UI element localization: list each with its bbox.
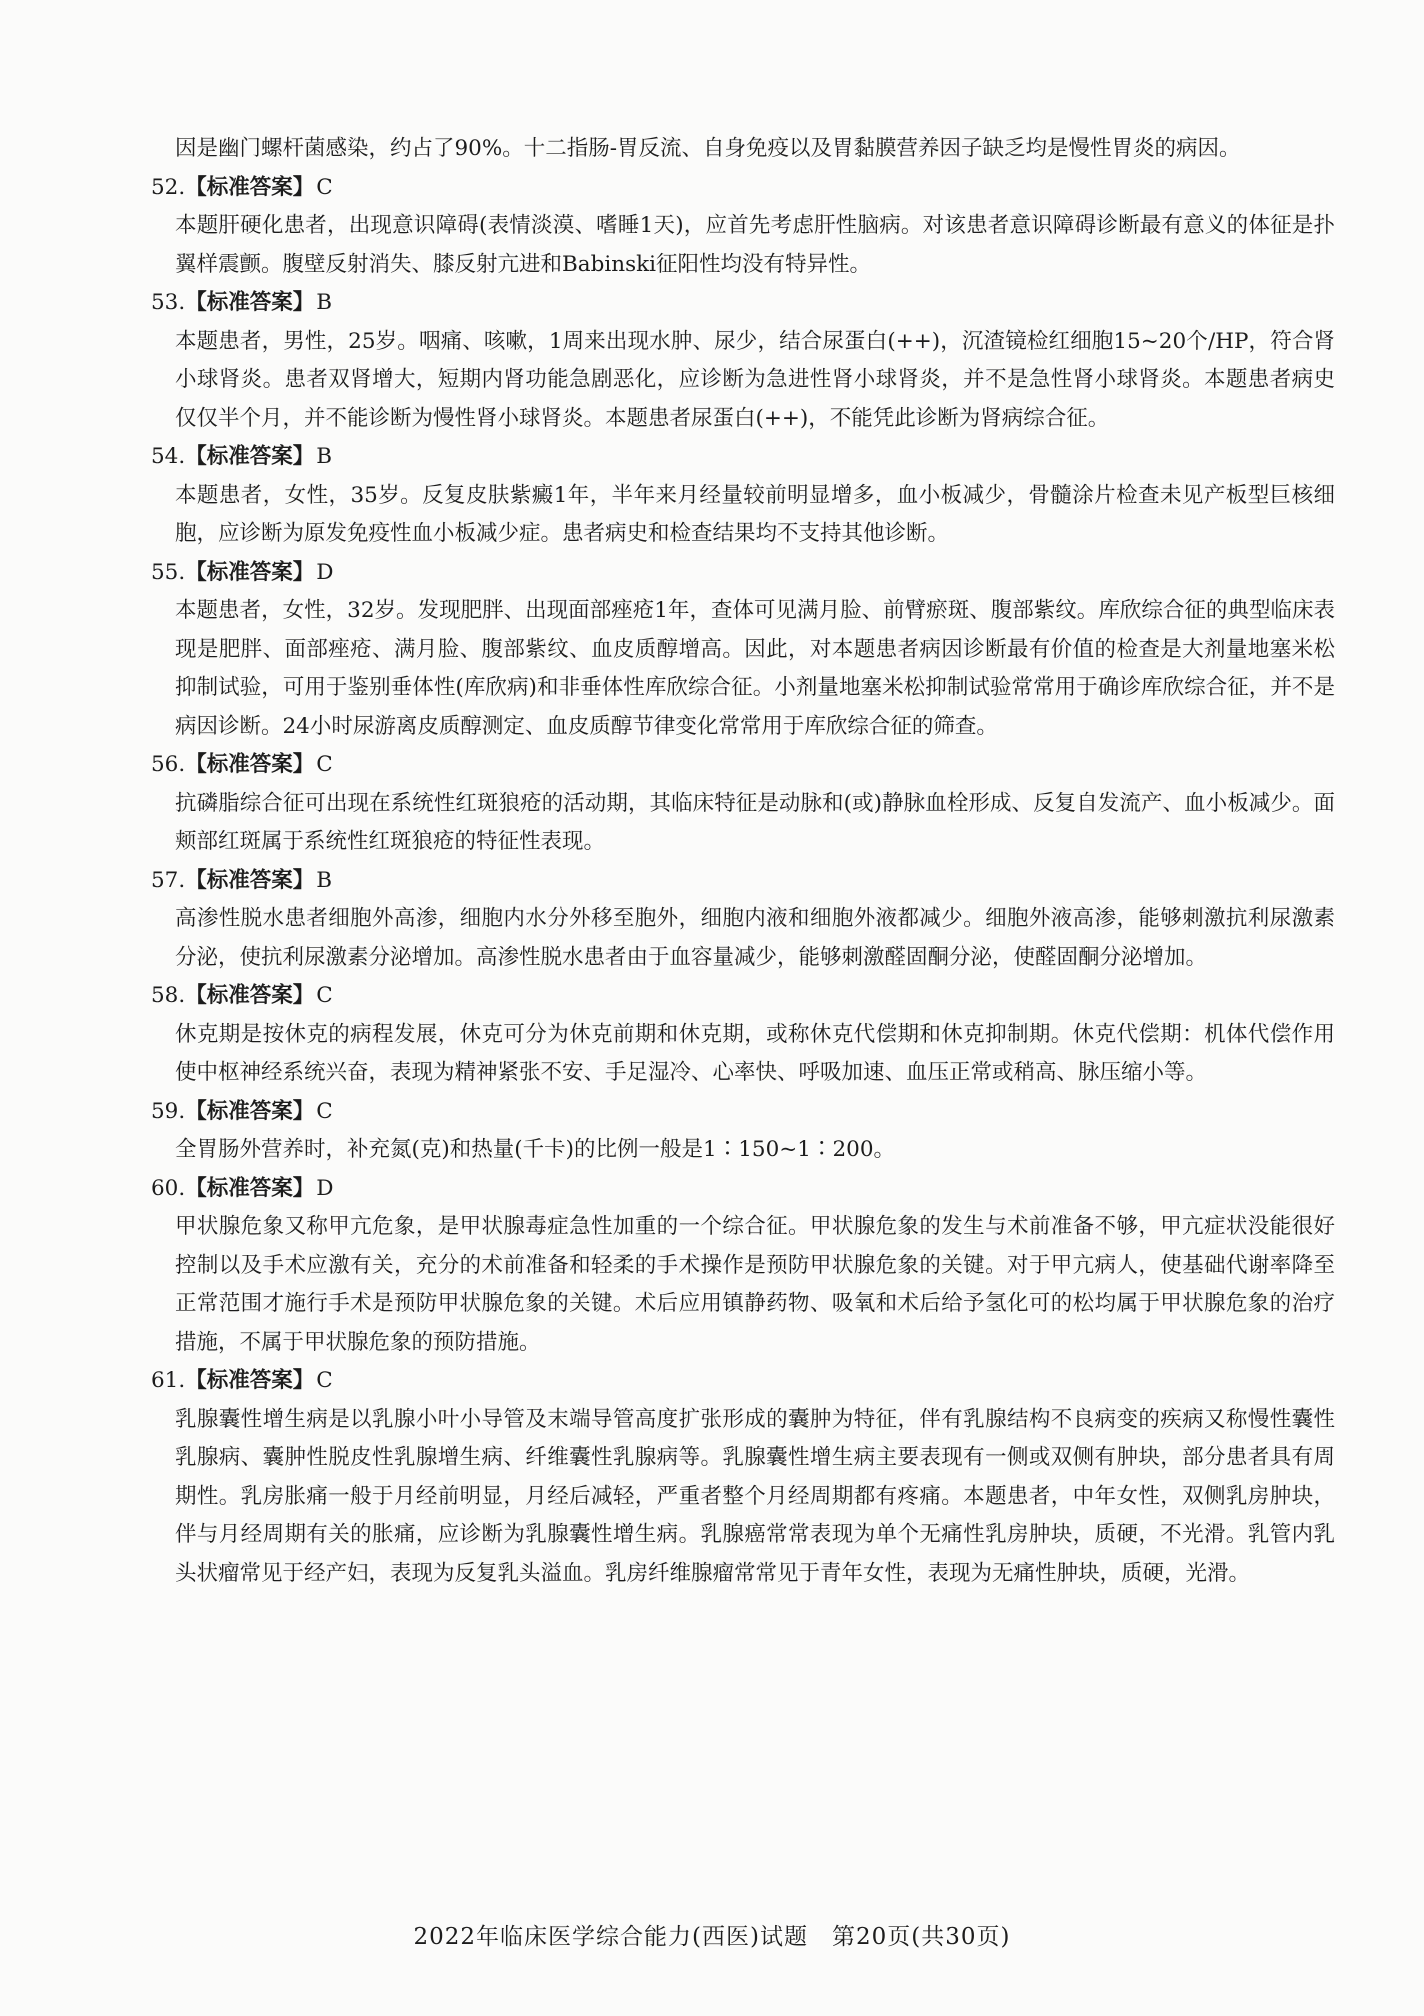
question-number: 52. bbox=[151, 174, 186, 200]
answer-item bbox=[151, 1170, 1335, 1363]
answer-choice: C bbox=[316, 983, 333, 1008]
answer-label: 【标准答案】 bbox=[185, 1368, 315, 1393]
question-number: 60. bbox=[151, 1175, 186, 1201]
answer-choice: B bbox=[316, 290, 333, 315]
question-number: 57. bbox=[151, 867, 186, 893]
answer-label: 【标准答案】 bbox=[185, 1098, 315, 1124]
answer-explanation: 本题患者，女性，32岁。发现肥胖、出现面部痤疮1年，查体可见满月脸、前臂瘀斑、腹部紫纹。库欣综合征的典型临床表现是肥胖、面部痤疮、满月脸、腹部紫纹、血皮质醇增高。因此，对本题患者病因诊断最有价值的检查是大剂量地塞米松抑制试验，可用于鉴别垂体性(库欣病)和非垂体性库欣综合征。小剂量地塞米松抑制试验常常用于确诊库欣综合征，并不是病因诊断。24小时尿游离皮质醇测定、血皮质醇节律变化常常用于库欣综合征的筛查。 bbox=[175, 598, 1335, 739]
question-number: 53. bbox=[151, 290, 186, 315]
answer-item bbox=[151, 1362, 1335, 1593]
answer-label: 【标准答案】 bbox=[185, 752, 315, 777]
answer-explanation: 全胃肠外营养时，补充氮(克)和热量(千卡)的比例一般是1∶150~1∶200。 bbox=[175, 1137, 896, 1162]
answer-label: 【标准答案】 bbox=[185, 867, 315, 893]
answer-choice: C bbox=[316, 752, 333, 777]
answer-choice: B bbox=[316, 444, 333, 469]
question-number: 55. bbox=[151, 559, 186, 585]
answer-explanation: 本题患者，男性，25岁。咽痛、咳嗽，1周来出现水肿、尿少，结合尿蛋白(++)，沉渣镜检红细胞15~20个/HP，符合肾小球肾炎。患者双肾增大，短期内肾功能急剧恶化，应诊断为急进性肾小球肾炎，并不是急性肾小球肾炎。本题患者病史仅仅半个月，并不能诊断为慢性肾小球肾炎。本题患者尿蛋白(++)，不能凭此诊断为肾病综合征。 bbox=[175, 328, 1335, 431]
answer-header bbox=[151, 438, 1335, 477]
answer-item bbox=[151, 746, 1335, 862]
answer-explanation: 甲状腺危象又称甲亢危象，是甲状腺毒症急性加重的一个综合征。甲状腺危象的发生与术前准备不够，甲亢症状没能很好控制以及手术应激有关，充分的术前准备和轻柔的手术操作是预防甲状腺危象的关键。对于甲亢病人，使基础代谢率降至正常范围才施行手术是预防甲状腺危象的关键。术后应用镇静药物、吸氧和术后给予氢化可的松均属于甲状腺危象的治疗措施，不属于甲状腺危象的预防措施。 bbox=[175, 1214, 1335, 1355]
answer-header bbox=[151, 284, 1335, 323]
answer-header bbox=[151, 862, 1335, 901]
answer-header bbox=[151, 554, 1335, 593]
answer-explanation: 本题患者，女性，35岁。反复皮肤紫癜1年，半年来月经量较前明显增多，血小板减少，骨髓涂片检查未见产板型巨核细胞，应诊断为原发免疫性血小板减少症。患者病史和检查结果均不支持其他诊断。 bbox=[175, 482, 1335, 546]
question-number: 54. bbox=[151, 444, 186, 469]
answer-header bbox=[151, 977, 1335, 1016]
answer-item bbox=[151, 284, 1335, 438]
answer-list bbox=[151, 169, 1335, 1594]
answer-label: 【标准答案】 bbox=[185, 983, 315, 1008]
answer-header bbox=[151, 746, 1335, 785]
answer-choice: D bbox=[316, 559, 334, 585]
answer-label: 【标准答案】 bbox=[185, 559, 315, 585]
answer-item bbox=[151, 169, 1335, 285]
answer-choice: C bbox=[316, 1098, 333, 1124]
question-number: 61. bbox=[151, 1368, 186, 1393]
answer-explanation: 乳腺囊性增生病是以乳腺小叶小导管及末端导管高度扩张形成的囊肿为特征，伴有乳腺结构不良病变的疾病又称慢性囊性乳腺病、囊肿性脱皮性乳腺增生病、纤维囊性乳腺病等。乳腺囊性增生病主要表现有一侧或双侧有肿块，部分患者具有周期性。乳房胀痛一般于月经前明显，月经后减轻，严重者整个月经周期都有疼痛。本题患者，中年女性，双侧乳房肿块，伴与月经周期有关的胀痛，应诊断为乳腺囊性增生病。乳腺癌常常表现为单个无痛性乳房肿块，质硬，不光滑。乳管内乳头状瘤常见于经产妇，表现为反复乳头溢血。乳房纤维腺瘤常常见于青年女性，表现为无痛性肿块，质硬，光滑。 bbox=[175, 1406, 1335, 1586]
question-number: 59. bbox=[151, 1098, 186, 1124]
answer-item bbox=[151, 554, 1335, 747]
answer-choice: D bbox=[316, 1175, 334, 1201]
answer-item bbox=[151, 977, 1335, 1093]
answer-explanation: 抗磷脂综合征可出现在系统性红斑狼疮的活动期，其临床特征是动脉和(或)静脉血栓形成、反复自发流产、血小板减少。面颊部红斑属于系统性红斑狼疮的特征性表现。 bbox=[175, 790, 1335, 854]
answer-choice: C bbox=[316, 1368, 333, 1393]
answer-label: 【标准答案】 bbox=[185, 290, 315, 315]
answer-explanation: 高渗性脱水患者细胞外高渗，细胞内水分外移至胞外，细胞内液和细胞外液都减少。细胞外液高渗，能够刺激抗利尿激素分泌，使抗利尿激素分泌增加。高渗性脱水患者由于血容量减少，能够刺激醛固酮分泌，使醛固酮分泌增加。 bbox=[175, 906, 1335, 970]
question-number: 58. bbox=[151, 983, 186, 1008]
answer-header bbox=[151, 1093, 1335, 1132]
answer-label: 【标准答案】 bbox=[185, 1175, 315, 1201]
answer-content bbox=[151, 130, 1335, 1593]
answer-header bbox=[151, 169, 1335, 208]
answer-item bbox=[151, 1093, 1335, 1170]
page-footer: 2022年临床医学综合能力(西医)试题 第20页(共30页) bbox=[413, 1924, 1011, 1950]
question-number: 56. bbox=[151, 752, 186, 777]
answer-label: 【标准答案】 bbox=[185, 174, 315, 200]
answer-header bbox=[151, 1170, 1335, 1209]
intro-paragraph: 因是幽门螺杆菌感染，约占了90%。十二指肠-胃反流、自身免疫以及胃黏膜营养因子缺乏均是慢性胃炎的病因。 bbox=[175, 136, 1241, 161]
answer-choice: B bbox=[316, 867, 333, 893]
answer-header bbox=[151, 1362, 1335, 1401]
answer-item bbox=[151, 862, 1335, 978]
answer-explanation: 本题肝硬化患者，出现意识障碍(表情淡漠、嗜睡1天)，应首先考虑肝性脑病。对该患者意识障碍诊断最有意义的体征是扑翼样震颤。腹壁反射消失、膝反射亢进和Babinski征阳性均没有特异性。 bbox=[175, 213, 1335, 277]
answer-label: 【标准答案】 bbox=[185, 444, 315, 469]
answer-explanation: 休克期是按休克的病程发展，休克可分为休克前期和休克期，或称休克代偿期和休克抑制期。休克代偿期：机体代偿作用使中枢神经系统兴奋，表现为精神紧张不安、手足湿冷、心率快、呼吸加速、血压正常或稍高、脉压缩小等。 bbox=[175, 1021, 1335, 1085]
answer-item bbox=[151, 438, 1335, 554]
answer-choice: C bbox=[316, 174, 333, 200]
